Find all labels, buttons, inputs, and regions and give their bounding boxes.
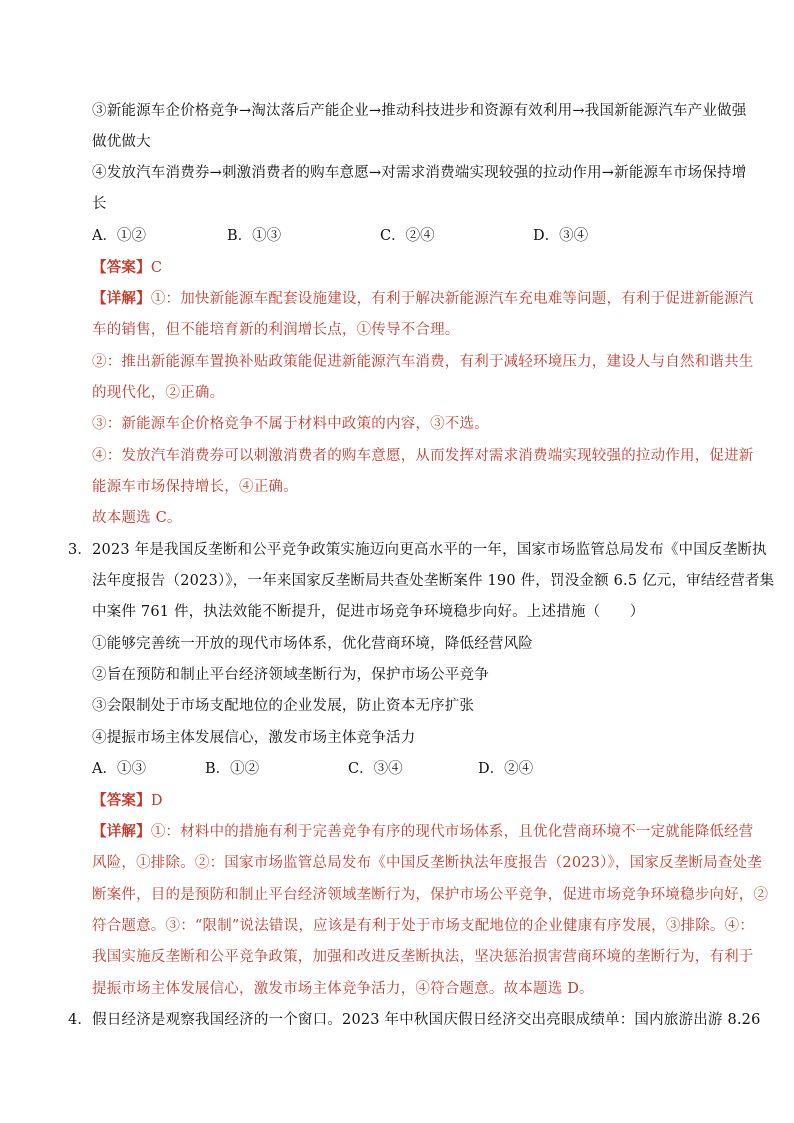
q2-option-b: B．①③ [227, 228, 282, 244]
q3-detail-line4: 符合题意。③：“限制”说法错误，应该是有利于处于市场支配地位的企业健康有序发展，③排除。④： [92, 918, 755, 934]
q2-detail-p1-line1 [92, 289, 754, 309]
q2-option-c: C．②④ [380, 228, 435, 244]
detail-text: ①：材料中的措施有利于完善竞争有序的现代市场体系，且优化营商环境不一定就能降低经营 [150, 824, 754, 840]
q2-detail-p4-line1: ④：发放汽车消费券可以刺激消费者的购车意愿，从而发挥对需求消费端实现较强的拉动作用，促进新 [92, 448, 754, 464]
q2-item3-line1: ③新能源车企价格竞争→淘汰落后产能企业→推动科技进步和资源有效利用→我国新能源汽车产业做强 [92, 103, 747, 119]
answer-label: 【答案】 [92, 792, 151, 809]
q3-option-a: A．①③ [92, 761, 146, 777]
q3-detail-line1 [92, 822, 754, 842]
q2-detail-p3: ③：新能源车企价格竞争不属于材料中政策的内容，③不选。 [92, 416, 489, 432]
q3-item4: ④提振市场主体发展信心，激发市场主体竞争活力 [92, 730, 416, 746]
q2-conclusion: 故本题选 C。 [92, 510, 182, 526]
q2-detail-p2-line2: 的现代化，②正确。 [92, 385, 225, 401]
q2-item4-line2: 长 [92, 196, 107, 212]
answer-value: C [150, 260, 163, 276]
detail-label: 【详解】 [92, 290, 151, 307]
q3-stem-line2: 法年度报告（2023）》，一年来国家反垄断局共查处垄断案件 190 件，罚没金额 6.5 亿元，审结经营者集 [92, 573, 775, 589]
q2-detail-p1-line2: 车的销售，但不能培育新的利润增长点，①传导不合理。 [92, 322, 460, 338]
q3-stem-line3: 中案件 761 件，执法效能不断提升，促进市场竞争环境稳步向好。上述措施（ ） [92, 604, 645, 620]
q3-detail-line3: 断案件，目的是预防和制止平台经济领域垄断行为，保护市场公平竞争，促进市场竞争环境稳步向好，② [92, 887, 769, 903]
q2-answer [92, 258, 162, 278]
detail-label: 【详解】 [92, 823, 151, 840]
q4-stem-line1: 4．假日经济是观察我国经济的一个窗口。2023 年中秋国庆假日经济交出亮眼成绩单：国内旅游出游 8.26 [68, 1012, 761, 1028]
q2-item3-line2: 做优做大 [92, 134, 151, 150]
q2-option-a: A．①② [92, 228, 146, 244]
answer-value: D [150, 793, 163, 809]
q3-stem-line1: 3．2023 年是我国反垄断和公平竞争政策实施迈向更高水平的一年，国家市场监管总局发布《中国反垄断执 [68, 542, 767, 558]
q3-option-b: B．①② [205, 761, 260, 777]
q3-detail-line2: 风险，①排除。②：国家市场监管总局发布《中国反垄断执法年度报告（2023）》，国家反垄断局查处垄 [92, 855, 762, 871]
q3-item2: ②旨在预防和制止平台经济领域垄断行为，保护市场公平竞争 [92, 667, 489, 683]
q3-option-d: D．②④ [478, 761, 534, 777]
q3-answer [92, 791, 163, 811]
q2-option-d: D．③④ [533, 228, 589, 244]
q3-option-c: C．③④ [348, 761, 403, 777]
q3-item1: ①能够完善统一开放的现代市场体系，优化营商环境，降低经营风险 [92, 636, 533, 652]
q3-detail-line5: 我国实施反垄断和公平竞争政策，加强和改进反垄断执法，坚决惩治损害营商环境的垄断行为，有利于 [92, 949, 754, 965]
q2-detail-p4-line2: 能源车市场保持增长，④正确。 [92, 479, 298, 495]
q2-detail-p2-line1: ②：推出新能源车置换补贴政策能促进新能源汽车消费，有利于减轻环境压力，建设人与自然和谐共生 [92, 354, 754, 370]
q3-item3: ③会限制处于市场支配地位的企业发展，防止资本无序扩张 [92, 698, 475, 714]
q3-detail-line6: 提振市场主体发展信心，激发市场主体竞争活力，④符合题意。故本题选 D。 [92, 981, 594, 997]
q2-item4-line1: ④发放汽车消费券→刺激消费者的购车意愿→对需求消费端实现较强的拉动作用→新能源车市场保持增 [92, 165, 747, 181]
detail-text: ①：加快新能源车配套设施建设，有利于解决新能源汽车充电难等问题，有利于促进新能源汽 [150, 291, 754, 307]
answer-label: 【答案】 [92, 259, 151, 276]
